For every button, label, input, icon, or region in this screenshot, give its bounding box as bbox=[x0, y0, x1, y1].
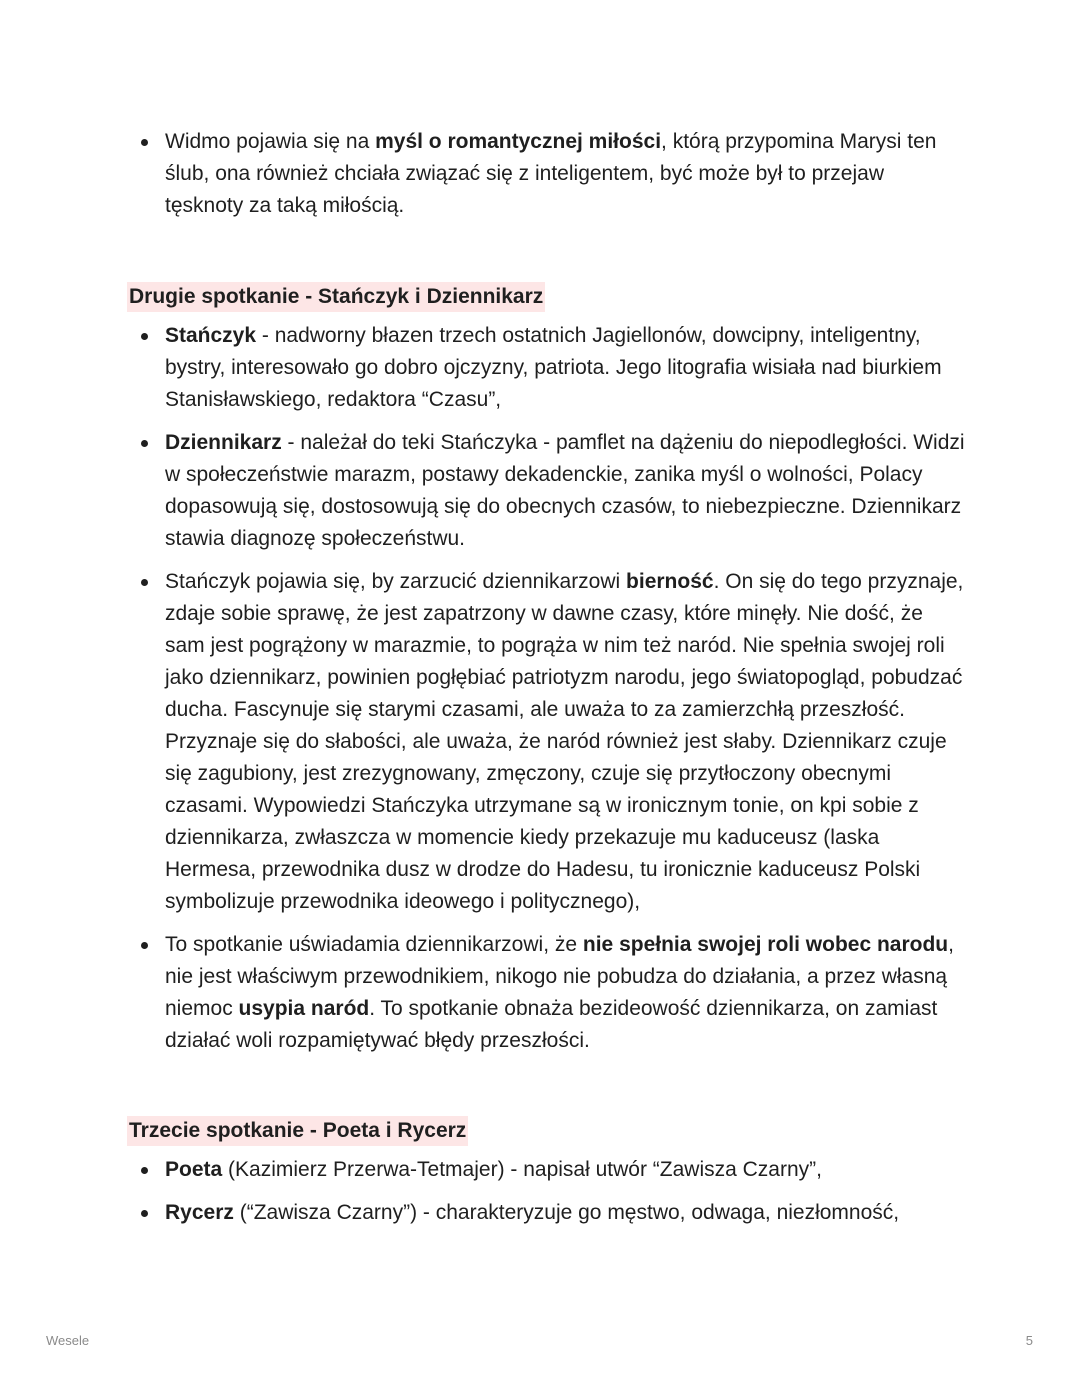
list-item: To spotkanie uświadamia dziennikarzowi, że nie spełnia swojej roli wobec narodu, nie jest właściwym przewodnikiem, nikogo nie pobudza do działania, a przez własną niemoc usypia naród. To spotkanie obnaża bezideowość dziennikarza, on zamiast działać woli rozpamiętywać błędy przeszłości. bbox=[127, 929, 967, 1057]
list-item: Poeta (Kazimierz Przerwa-Tetmajer) - napisał utwór “Zawisza Czarny”, bbox=[127, 1154, 967, 1186]
bullet-list-section1 bbox=[127, 126, 967, 222]
bullet-list-section2 bbox=[127, 320, 967, 1057]
section-heading-drugie-spotkanie: Drugie spotkanie - Stańczyk i Dziennikarz bbox=[127, 282, 545, 312]
list-item: Stańczyk - nadworny błazen trzech ostatnich Jagiellonów, dowcipny, inteligentny, bystry, interesowało go dobro ojczyzny, patriota. Jego litografia wisiała nad biurkiem Stanisławskiego, redaktora “Czasu”, bbox=[127, 320, 967, 416]
bullet-list-section3 bbox=[127, 1154, 967, 1229]
section-heading-trzecie-spotkanie: Trzecie spotkanie - Poeta i Rycerz bbox=[127, 1116, 468, 1146]
list-item: Dziennikarz - należał do teki Stańczyka - pamflet na dążeniu do niepodległości. Widzi w społeczeństwie marazm, postawy dekadenckie, zanika myśl o wolności, Polacy dopasowują się, dostosowują się do obecnych czasów, to niebezpieczne. Dziennikarz stawia diagnozę społeczeństwu. bbox=[127, 427, 967, 555]
footer-document-title: Wesele bbox=[46, 1333, 90, 1348]
footer-page-number: 5 bbox=[1025, 1333, 1033, 1348]
list-item: Rycerz (“Zawisza Czarny”) - charakteryzuje go męstwo, odwaga, niezłomność, bbox=[127, 1197, 967, 1229]
page-content bbox=[127, 126, 967, 1240]
list-item: Stańczyk pojawia się, by zarzucić dziennikarzowi bierność. On się do tego przyznaje, zdaje sobie sprawę, że jest zapatrzony w dawne czasy, które minęły. Nie dość, że sam jest pogrążony w marazmie, to pogrąża w nim też naród. Nie spełnia swojej roli jako dziennikarz, powinien pogłębiać patriotyzm narodu, jego światopogląd, pobudzać ducha. Fascynuje się starymi czasami, ale uważa to za zamierzchłą przeszłość. Przyznaje się do słabości, ale uważa, że naród również jest słaby. Dziennikarz czuje się zagubiony, jest zrezygnowany, zmęczony, czuje się przytłoczony obecnymi czasami. Wypowiedzi Stańczyka utrzymane są w ironicznym tonie, on kpi sobie z dziennikarza, zwłaszcza w momencie kiedy przekazuje mu kaduceusz (laska Hermesa, przewodnika dusz w drodze do Hadesu, tu ironicznie kaduceusz Polski symbolizuje przewodnika ideowego i politycznego), bbox=[127, 566, 967, 918]
list-item: Widmo pojawia się na myśl o romantycznej miłości, którą przypomina Marysi ten ślub, ona również chciała związać się z inteligentem, być może był to przejaw tęsknoty za taką miłością. bbox=[127, 126, 967, 222]
